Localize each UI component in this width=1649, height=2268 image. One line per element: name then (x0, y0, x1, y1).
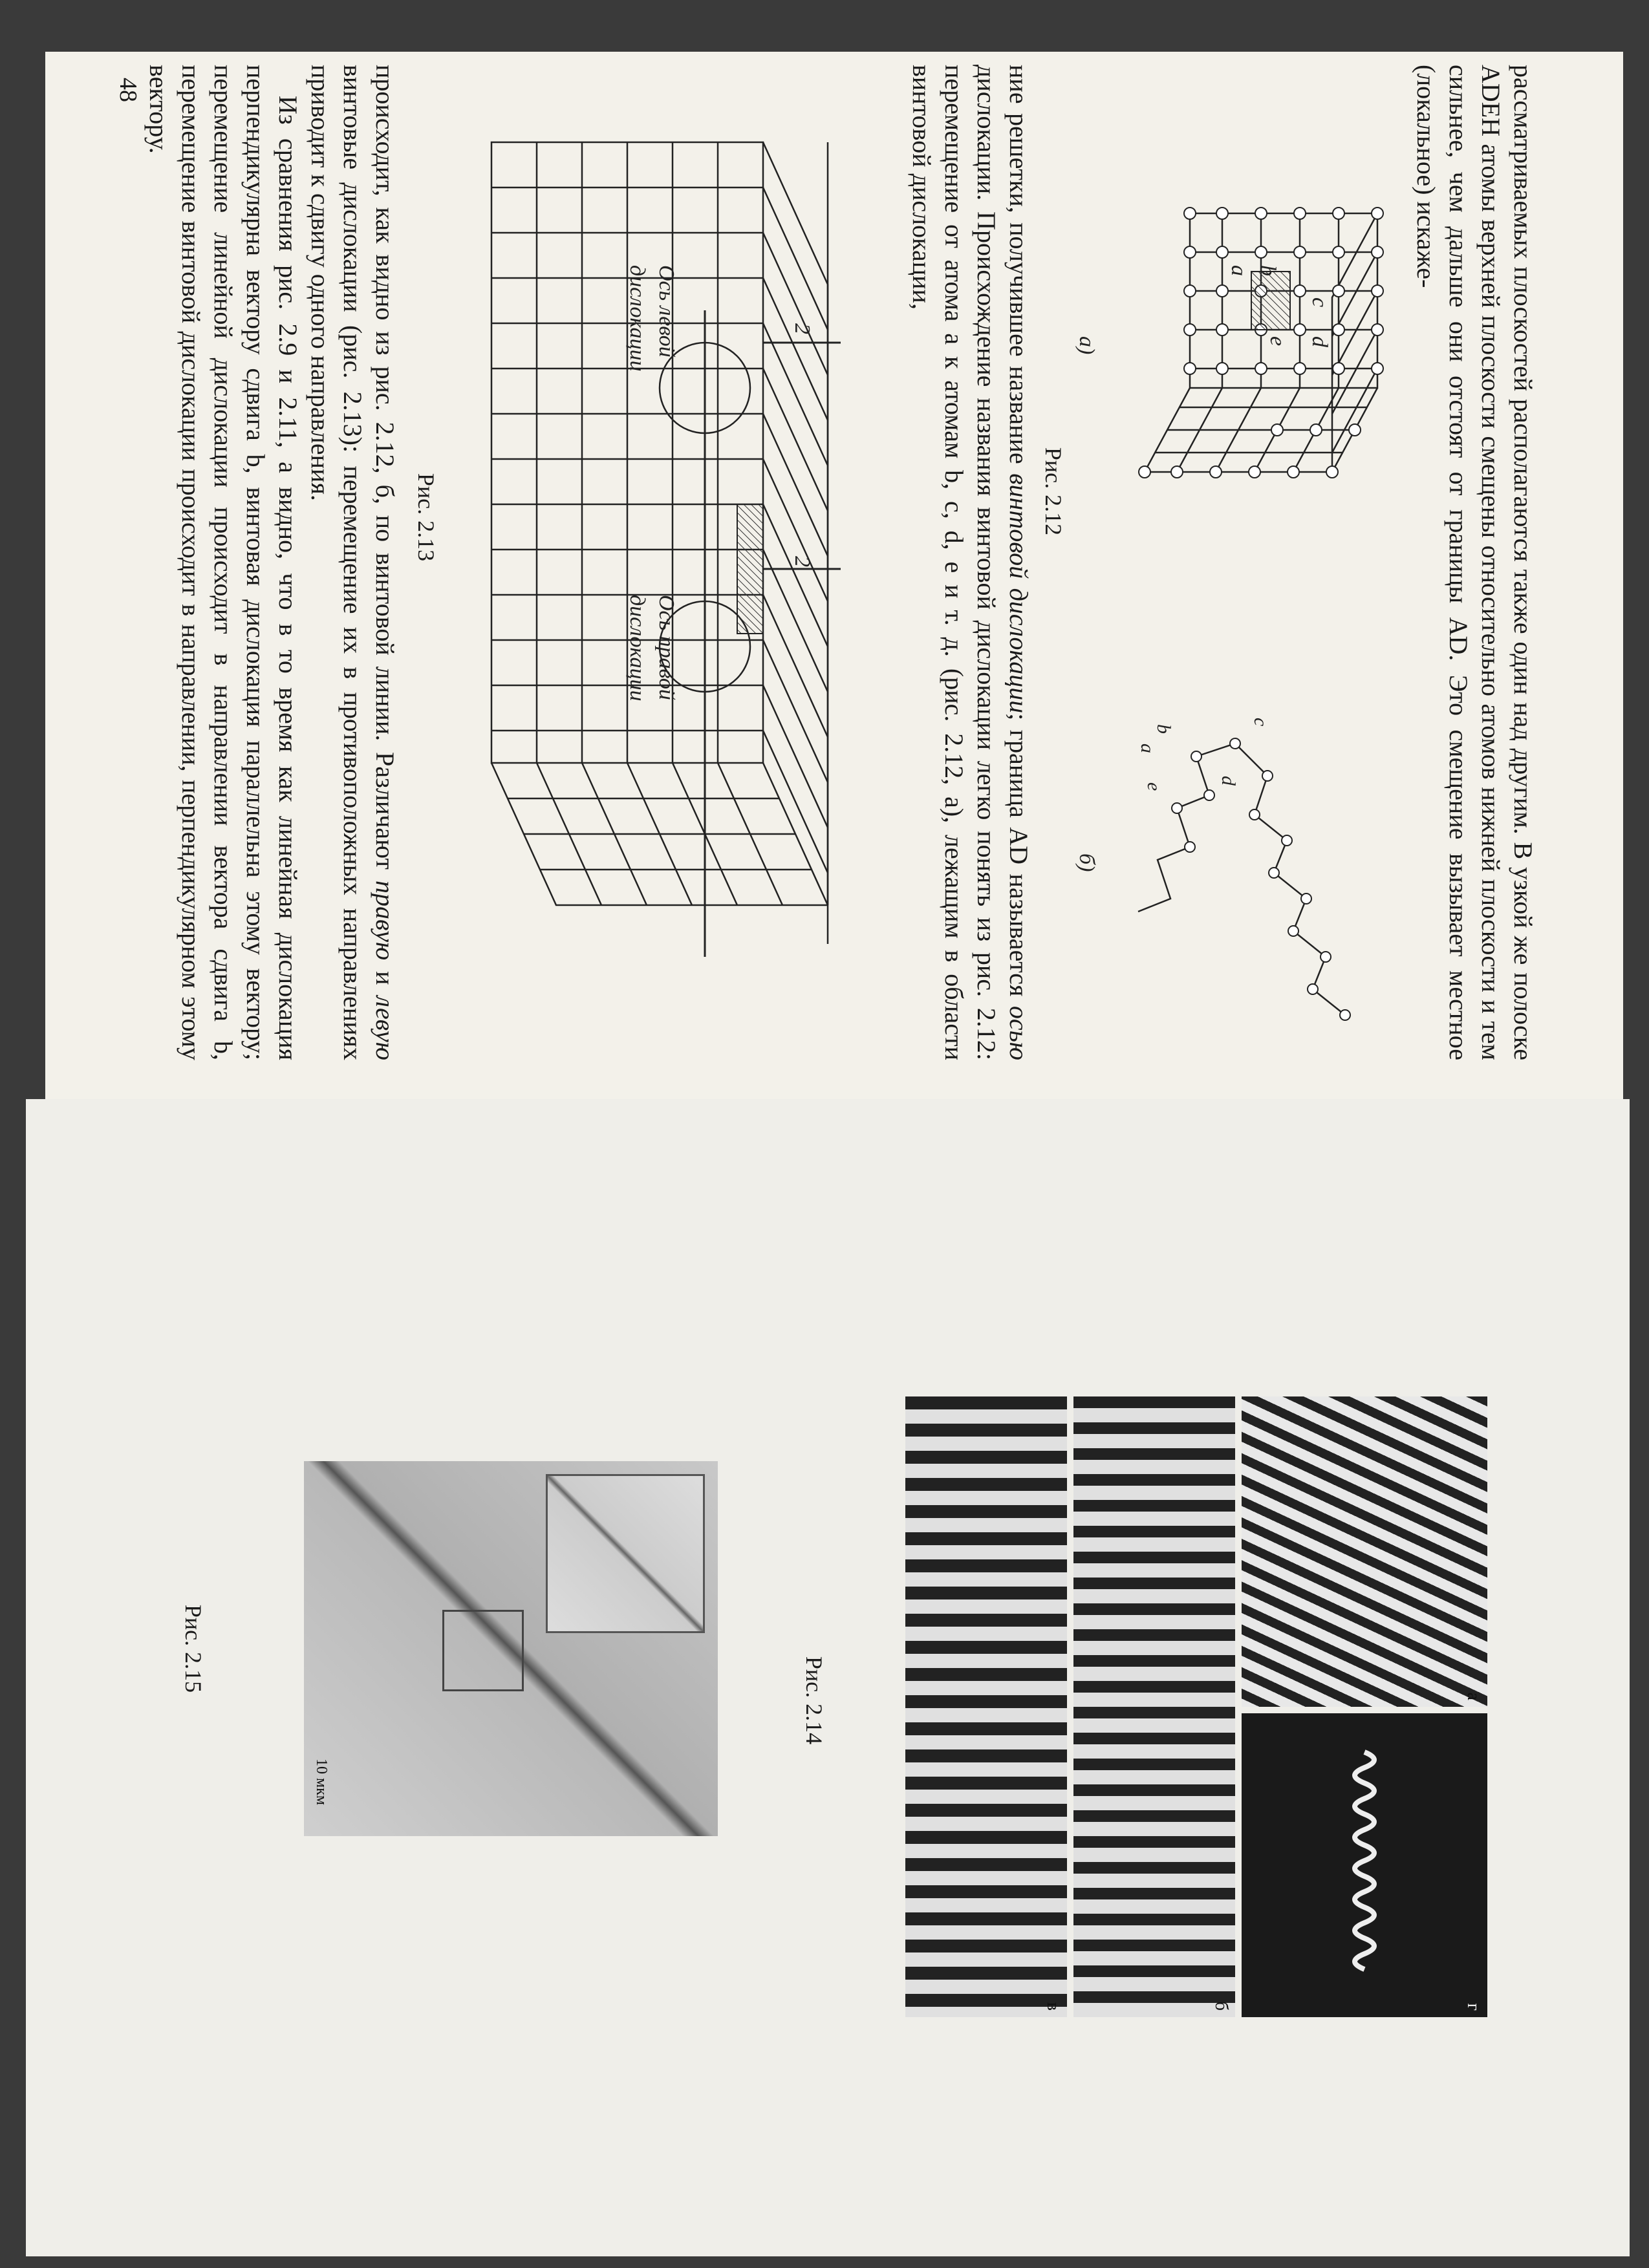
paragraph-1: рассматриваемых плоскостей располагаются также один над другим. В узкой же полоске ADEH атомы верхней плоскости смещены относительно атомов нижней плоскости и тем сильнее, чем дальше они отстоят от границы AD. Это смещение вызывает местное (локальное) искаже- (1412, 65, 1538, 1060)
fig214-panel-a (1242, 1396, 1487, 1707)
fig212-label-b: б) (1075, 853, 1099, 872)
p3-term-left: левую (371, 996, 400, 1061)
paragraph-4: Из сравнения рис. 2.9 и 2.11, а видно, что в то время как линейная дислокация перпендикулярна вектору сдвига b, винтовая дислокация параллельна этому вектору; перемещение линейной дислокации происходит в направлении вектора сдвига b, перемещение винтовой дислокации происходит в направлении, перпендикулярном этому вектору. (144, 65, 303, 1060)
fig215-highlight-box (442, 1610, 524, 1691)
atom-label-b: b (1256, 265, 1280, 276)
figure-2-13 (440, 116, 854, 1022)
shift-mark-1: 2 (790, 323, 814, 334)
helix-label-d: d (1218, 776, 1239, 786)
fig212-caption: Рис. 2.12 (1040, 447, 1066, 536)
panel-label-v: в (1043, 2002, 1063, 2011)
atom-label-c: c (1308, 297, 1331, 308)
axis-right-label-2: дислокации (625, 595, 649, 701)
panel-label-a: а (1463, 1692, 1483, 1700)
helix-label-e: e (1143, 782, 1165, 791)
panel-label-g: г (1463, 2003, 1483, 2011)
axis-left-label-1: Ось левой (654, 265, 678, 358)
helix-path (1138, 744, 1345, 1015)
atom-label-e: e (1266, 336, 1289, 347)
fig213-caption: Рис. 2.13 (413, 473, 439, 562)
page-number: 48 (114, 78, 142, 102)
axis-left-label-2: дислокации (625, 265, 649, 372)
dislocation-region (1251, 272, 1290, 330)
figure-2-12 (1067, 175, 1403, 1047)
p3-start: происходит, как видно из рис. 2.12, б, по винтовой линии. Различают (371, 65, 400, 881)
dislocation-strip (737, 504, 763, 634)
fig214-panel-v (905, 1396, 1067, 2017)
shift-mark-2: 2 (790, 556, 814, 567)
helix-label-c: c (1250, 718, 1271, 727)
fig215-scale: 10 мкм (313, 1759, 330, 1806)
paragraph-middle (905, 65, 1035, 1060)
figure-2-14 (841, 1396, 1487, 2017)
p3-end: винтовые дислокации (рис. 2.13): перемещение их в противоположных направлениях приводит к сдвигу одного направления. (306, 65, 367, 1060)
helix-label-a: a (1137, 744, 1158, 753)
p2-term-axis: осью (1004, 1005, 1033, 1061)
p2-start: ние решетки, получившее название (1004, 65, 1033, 474)
fig214-caption: Рис. 2.14 (801, 1656, 827, 1745)
p2-end: дислокации. Происхождение названия винтовой дислокации легко понять из рис. 2.12: перемещение от атома a к атомам b, c, d, e и т. д. (рис. 2.12, a), лежащим в области винтовой дислокации, (907, 65, 1001, 1060)
atom-label-d: d (1308, 336, 1331, 347)
fig212-label-a: а) (1075, 336, 1099, 355)
figure-2-15 (304, 1461, 718, 1836)
atom-label-a: a (1227, 265, 1251, 276)
paragraph-2 (905, 65, 1035, 1060)
paragraph-bottom (142, 65, 401, 1060)
paragraph-top (1410, 65, 1539, 1060)
helix-label-b: b (1153, 724, 1174, 734)
crystal-block (491, 142, 841, 957)
fig215-inset (546, 1474, 705, 1633)
panel-label-b: б (1211, 2001, 1231, 2011)
fig214-panel-b (1073, 1396, 1235, 2017)
p3-term-right: правую (371, 880, 400, 961)
p3-and: и (371, 960, 400, 996)
paragraph-3 (304, 65, 401, 1060)
p2-term-screw: винтовой дислокации (1004, 473, 1033, 714)
axis-right-label-1: Ось правой (654, 595, 678, 700)
fig215-caption: Рис. 2.15 (180, 1604, 206, 1693)
p2-mid: ; граница AD называется (1004, 713, 1033, 1006)
fig214-panel-g (1242, 1713, 1487, 2017)
